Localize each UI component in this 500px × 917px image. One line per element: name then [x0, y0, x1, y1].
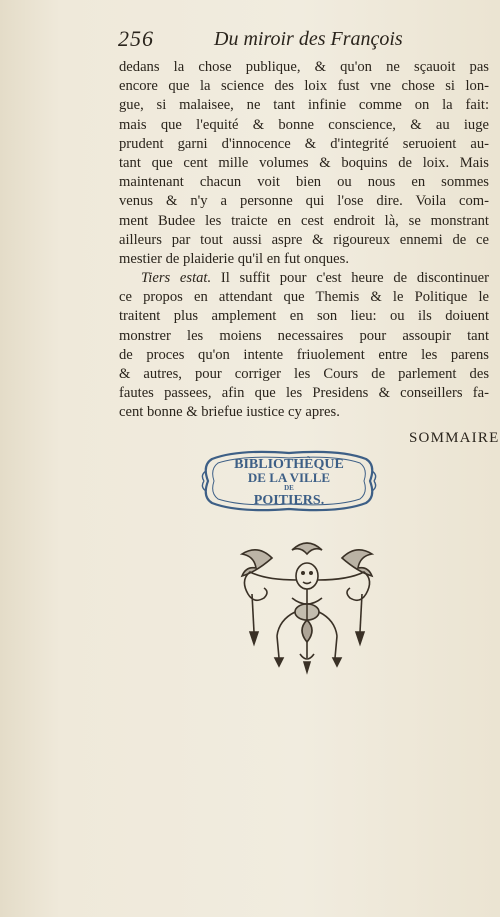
- text-line: & autres, pour corriger les Cours de parlement des: [119, 366, 489, 382]
- text-line: venus & n'y a personne qui l'ose dire. Voila com-: [119, 193, 489, 210]
- stamp-line-1: BIBLIOTHÈQUE: [234, 457, 344, 472]
- text-line: monstrer les moiens necessaires pour assoupir tant: [119, 327, 489, 344]
- text-line: de proces qu'on intente friuolement entre les parens: [119, 346, 489, 363]
- text-line: gue, si malaisee, ne tant infinie comme on la fait:: [119, 97, 489, 114]
- fleuron-ornament-icon: [232, 536, 382, 684]
- text-line: mestier de plaiderie qu'il en fut onques.: [119, 250, 349, 267]
- text-line: prudent garni d'innocence & d'integrité seruoient au-: [119, 135, 489, 152]
- page-number: 256: [118, 26, 154, 51]
- text-line: maintenant chacun voit bien ou nous en sommes: [119, 174, 489, 191]
- text-line: fautes passees, afin que les Presidens & conseillers fa-: [119, 385, 489, 402]
- paragraph-2: [119, 269, 489, 423]
- text-line: encore que la science des loix fust vne chose si lon-: [119, 78, 489, 95]
- stamp-line-4: POITIERS.: [253, 493, 325, 508]
- text-line: ce propos en attendant que Themis & le Politique le: [119, 289, 489, 306]
- marginal-lead: Tiers estat.: [141, 270, 212, 287]
- library-stamp: [198, 445, 380, 517]
- text-line: ment Budee les traicte en cest endroit là, se monstrant: [119, 212, 489, 229]
- text-line: dedans la chose publique, & qu'on ne sçauoit pas: [119, 59, 489, 75]
- text-span: Il suffit pour c'est heure de discontinuer: [211, 270, 489, 287]
- page-header: [118, 26, 428, 52]
- text-line: mais que l'equité & bonne conscience, & au iuge: [119, 116, 489, 133]
- catchword: SOMMAIRE: [409, 430, 500, 446]
- text-line: tant que cent mille volumes & boquins de loix. Mais: [119, 154, 489, 171]
- text-line: traitent plus amplement en son lieu: ou ils doiuent: [119, 308, 489, 325]
- paragraph-1: [119, 58, 489, 269]
- text-line: ailleurs par tout aussi aspre & rigoureux ennemi de ce: [119, 231, 489, 248]
- stamp-line-2: DE LA VILLE: [247, 470, 331, 485]
- running-title: Du miroir des François: [214, 28, 403, 50]
- stamp-line-3: DE: [284, 484, 294, 492]
- body-text: [119, 58, 489, 423]
- text-line: [119, 269, 489, 288]
- text-line: cent bonne & briefue iustice cy apres.: [119, 404, 340, 421]
